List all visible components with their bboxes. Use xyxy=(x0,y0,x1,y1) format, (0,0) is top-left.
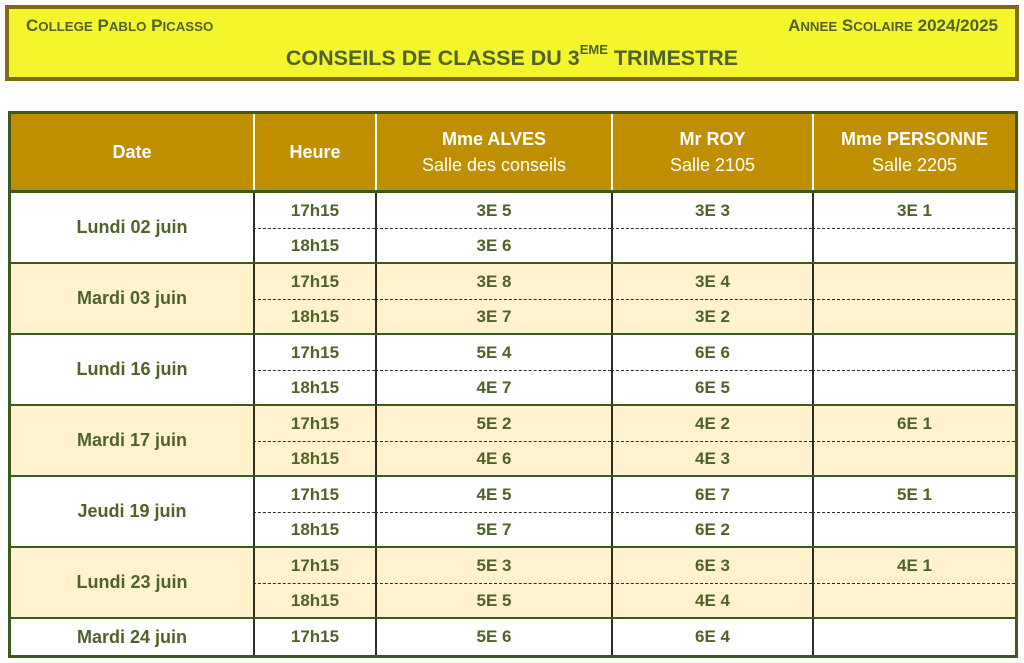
column-header-alves xyxy=(375,114,611,190)
column-header-roy xyxy=(611,114,812,190)
class-cell-personne xyxy=(812,583,1015,617)
title-ordinal-suffix: EME xyxy=(579,42,608,57)
school-year: ANNEE SCOLAIRE 2024/2025 xyxy=(788,16,998,35)
class-cell-personne xyxy=(812,441,1015,475)
teacher-name: Mme PERSONNE xyxy=(840,129,989,149)
teacher-name: Mme ALVES xyxy=(441,129,547,149)
class-cell-roy: 4E 3 xyxy=(611,441,812,475)
class-cell-alves: 3E 7 xyxy=(375,299,611,333)
class-cell-roy: 3E 4 xyxy=(611,264,812,299)
time-cell: 18h15 xyxy=(253,299,375,333)
title-end: TRIMESTRE xyxy=(613,46,739,70)
date-cell: Mardi 24 juin xyxy=(76,626,188,647)
class-cell-roy: 3E 2 xyxy=(611,299,812,333)
column-header-personne xyxy=(812,114,1015,190)
class-cell-alves: 4E 6 xyxy=(375,441,611,475)
page-title xyxy=(9,42,1015,71)
class-cell-roy: 6E 4 xyxy=(611,619,812,655)
time-cell: 17h15 xyxy=(253,548,375,583)
class-cell-roy: 4E 4 xyxy=(611,583,812,617)
day-row-group xyxy=(11,546,1015,617)
class-cell-roy: 6E 2 xyxy=(611,512,812,546)
class-cell-alves: 5E 2 xyxy=(375,406,611,441)
small-caps-letters: COLAIRE xyxy=(853,19,913,34)
class-cell-alves: 5E 4 xyxy=(375,335,611,370)
time-cell: 17h15 xyxy=(253,477,375,512)
small-caps-letters: NNEE xyxy=(800,19,838,34)
class-cell-alves: 4E 7 xyxy=(375,370,611,404)
time-cell: 17h15 xyxy=(253,193,375,228)
class-cell-personne xyxy=(812,335,1015,370)
room-name: Salle 2105 xyxy=(669,155,756,175)
day-row-group xyxy=(11,475,1015,546)
time-cell: 17h15 xyxy=(253,335,375,370)
room-name: Salle des conseils xyxy=(421,155,567,175)
class-cell-alves: 3E 8 xyxy=(375,264,611,299)
class-cell-roy: 4E 2 xyxy=(611,406,812,441)
day-row-group xyxy=(11,262,1015,333)
class-cell-alves: 5E 6 xyxy=(375,619,611,655)
class-cell-personne: 4E 1 xyxy=(812,548,1015,583)
class-cell-roy: 6E 6 xyxy=(611,335,812,370)
class-cell-roy: 6E 7 xyxy=(611,477,812,512)
class-cell-personne xyxy=(812,228,1015,262)
column-header-date: Date xyxy=(112,142,152,162)
class-cell-personne xyxy=(812,512,1015,546)
class-cell-roy: 6E 3 xyxy=(611,548,812,583)
column-header-time: Heure xyxy=(253,114,375,190)
class-cell-personne xyxy=(812,264,1015,299)
time-cell: 17h15 xyxy=(253,264,375,299)
class-cell-alves: 3E 5 xyxy=(375,193,611,228)
class-cell-alves: 3E 6 xyxy=(375,228,611,262)
class-cell-alves: 5E 5 xyxy=(375,583,611,617)
class-cell-alves: 4E 5 xyxy=(375,477,611,512)
time-cell: 18h15 xyxy=(253,441,375,475)
class-cell-roy: 3E 3 xyxy=(611,193,812,228)
date-cell: Lundi 16 juin xyxy=(76,359,188,379)
class-cell-personne: 5E 1 xyxy=(812,477,1015,512)
time-cell: 18h15 xyxy=(253,228,375,262)
time-cell: 18h15 xyxy=(253,583,375,617)
small-caps-letters: OLLEGE xyxy=(38,19,93,34)
class-cell-personne xyxy=(812,299,1015,333)
date-cell: Lundi 23 juin xyxy=(76,572,188,592)
day-row-group xyxy=(11,193,1015,262)
class-cell-personne xyxy=(812,370,1015,404)
date-cell: Jeudi 19 juin xyxy=(77,501,187,521)
title-main: CONSEILS DE CLASSE DU 3 xyxy=(285,46,580,70)
school-name: COLLEGE PABLO PICASSO xyxy=(26,16,214,35)
class-cell-alves: 5E 3 xyxy=(375,548,611,583)
time-cell: 18h15 xyxy=(253,370,375,404)
room-name: Salle 2205 xyxy=(871,155,958,175)
teacher-name: Mr ROY xyxy=(679,129,746,149)
small-caps-letters: ABLO xyxy=(108,19,147,34)
date-cell: Mardi 03 juin xyxy=(76,288,188,308)
small-caps-letters: ICASSO xyxy=(162,19,214,34)
schedule-table xyxy=(8,111,1018,658)
time-cell: 17h15 xyxy=(253,619,375,655)
class-cell-personne: 6E 1 xyxy=(812,406,1015,441)
date-cell: Lundi 02 juin xyxy=(76,217,188,237)
table-header-row xyxy=(11,114,1015,193)
class-cell-alves: 5E 7 xyxy=(375,512,611,546)
date-cell: Mardi 17 juin xyxy=(76,430,188,450)
time-cell: 17h15 xyxy=(253,406,375,441)
class-cell-roy: 6E 5 xyxy=(611,370,812,404)
class-cell-personne: 3E 1 xyxy=(812,193,1015,228)
day-row-group xyxy=(11,404,1015,475)
time-cell: 18h15 xyxy=(253,512,375,546)
day-row-group xyxy=(11,333,1015,404)
class-cell-roy xyxy=(611,228,812,262)
day-row-group xyxy=(11,617,1015,655)
class-cell-personne xyxy=(812,619,1015,655)
header-banner xyxy=(5,5,1019,81)
